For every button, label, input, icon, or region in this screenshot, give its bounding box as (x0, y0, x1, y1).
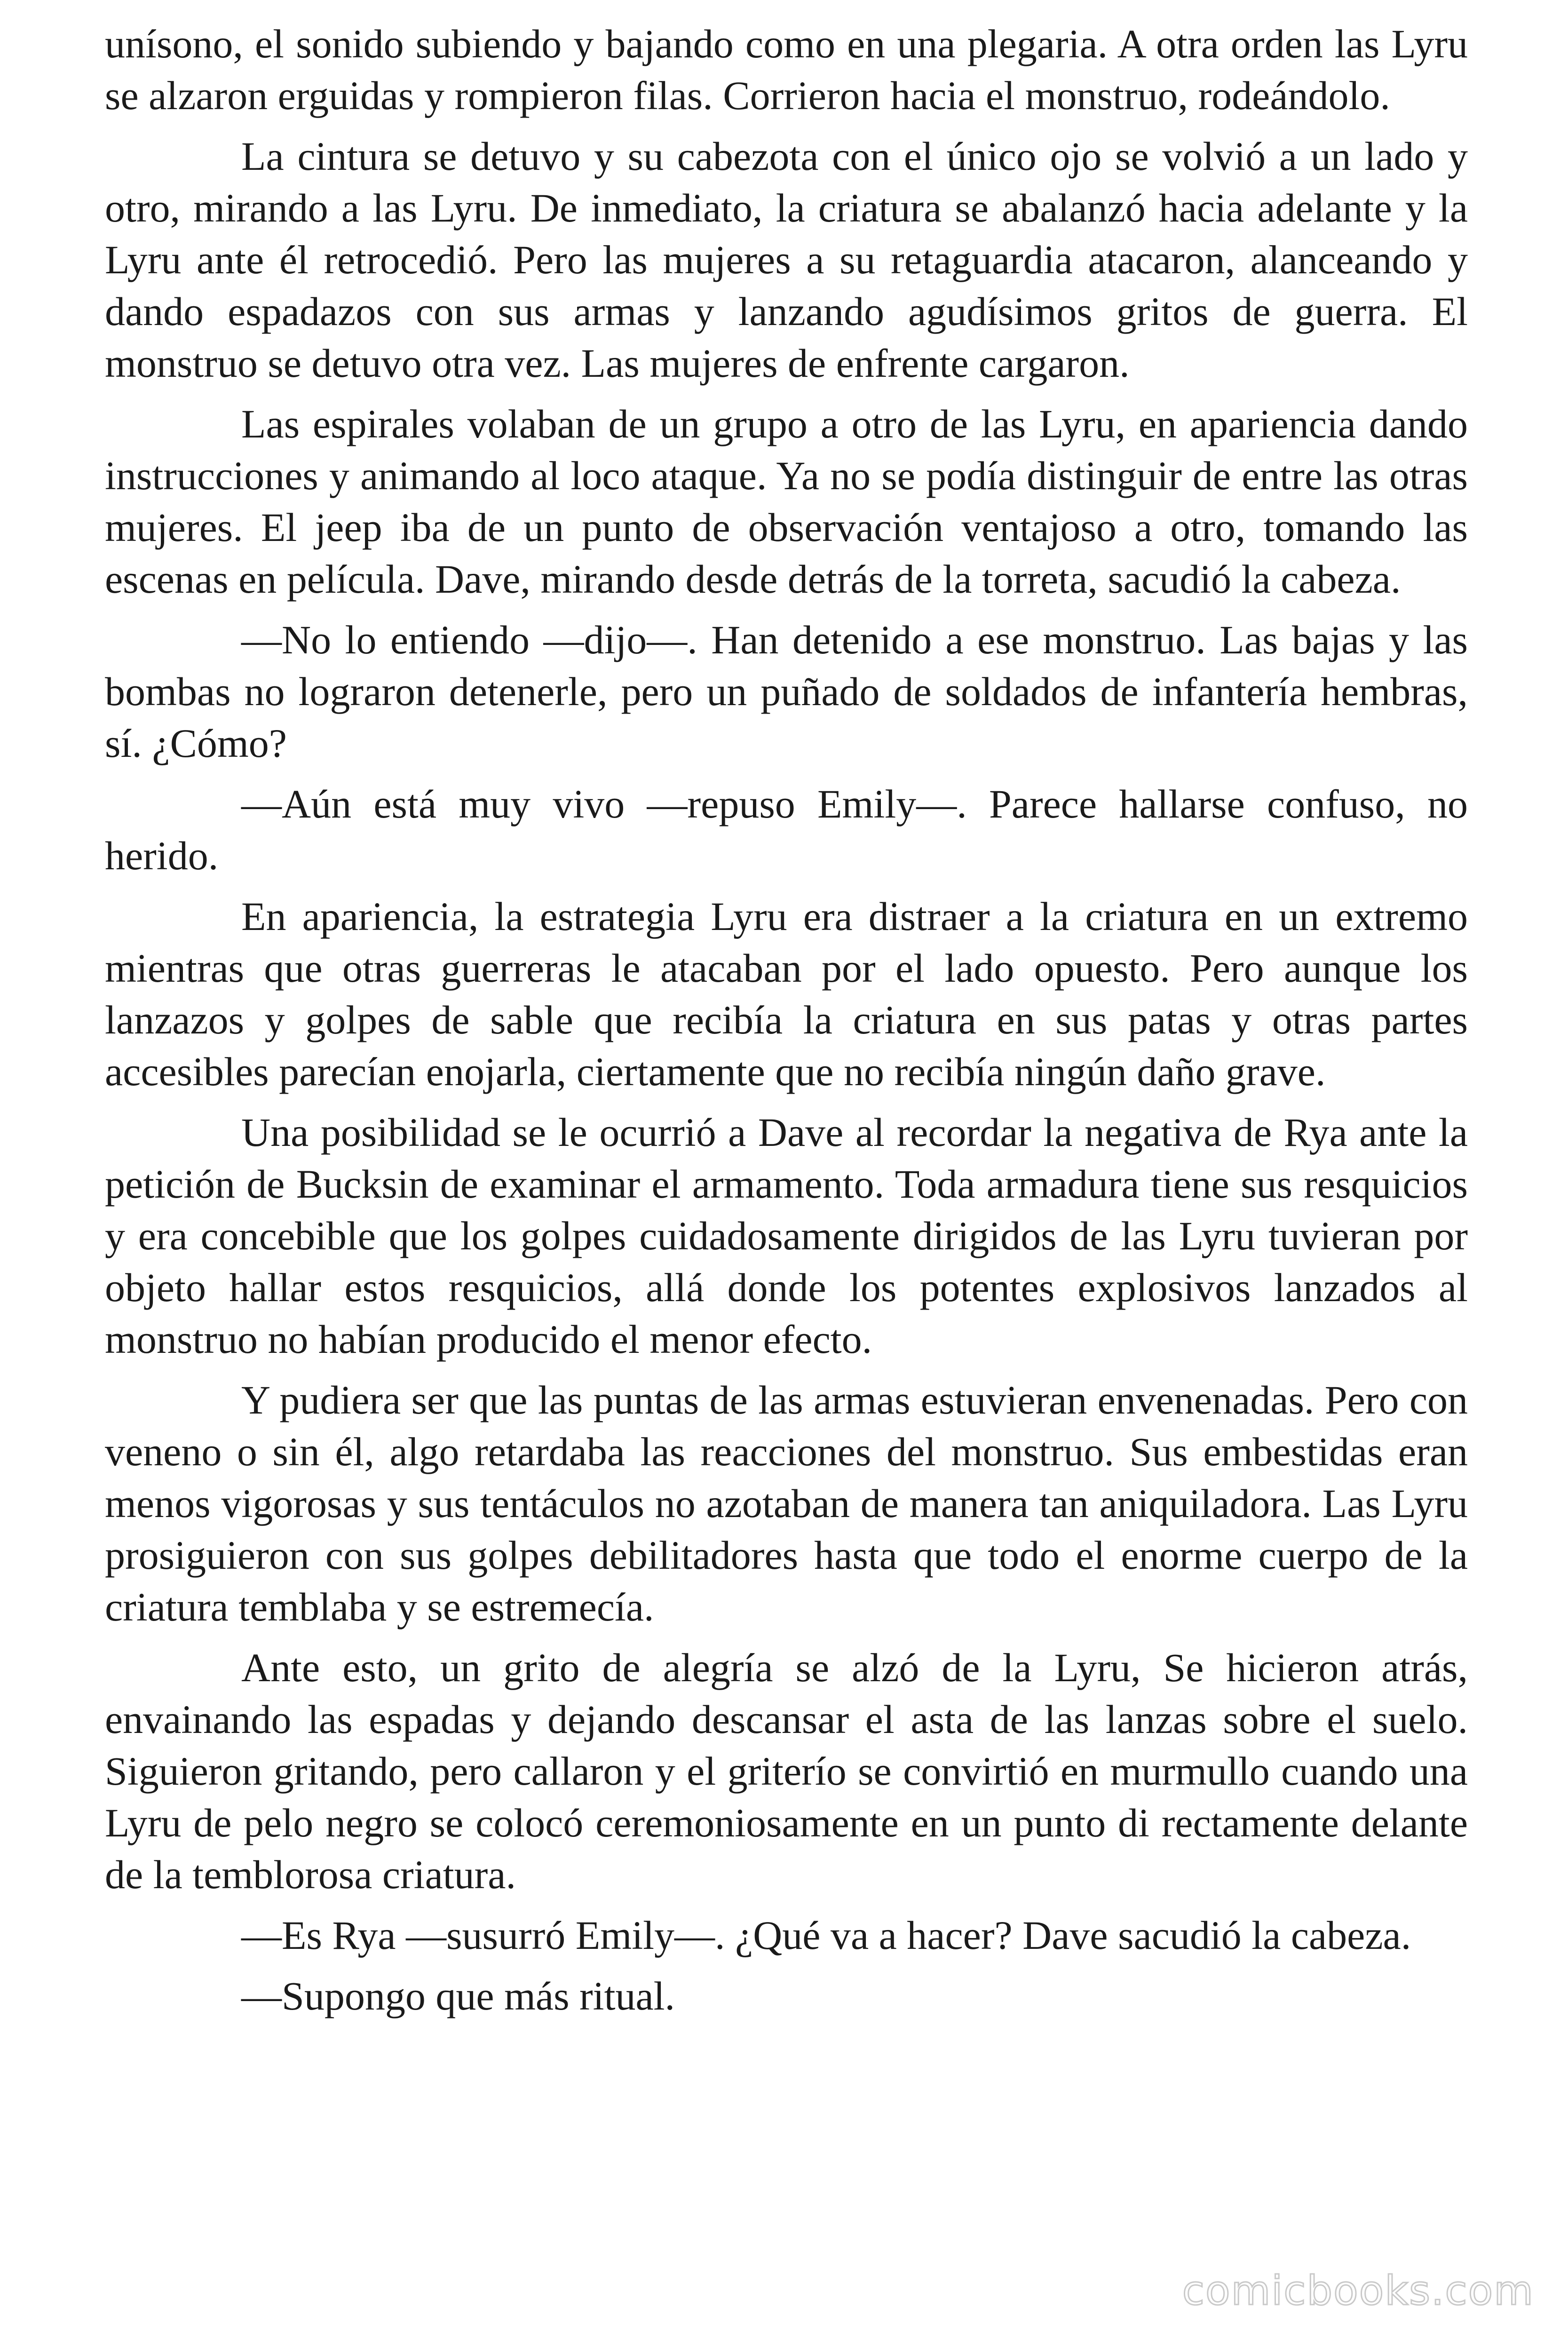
paragraph-11-dialogue: —Supongo que más ritual. (241, 1973, 675, 2018)
book-page-text (105, 18, 1468, 2031)
paragraph-5-dialogue: —Aún está muy vivo —repuso Emily—. Parece hallarse confuso, no herido. (105, 781, 1468, 878)
paragraph-10-dialogue: —Es Rya —susurró Emily—. ¿Qué va a hacer? Dave sacudió la cabeza. (241, 1913, 1411, 1958)
paragraph-2: La cintura se detuvo y su cabezota con el único ojo se volvió a un lado y otro, mirando a las Lyru. De inmediato, la criatura se abalanzó hacia adelante y la Lyru ante él retrocedió. Pero las mujeres a su retaguardia atacaron, alanceando y dando espadazos con sus armas y lanzando agudísimos gritos de guerra. El monstruo se detuvo otra vez. Las mujeres de enfrente cargaron. (105, 134, 1468, 386)
paragraph-3: Las espirales volaban de un grupo a otro de las Lyru, en apariencia dando instrucciones y animando al loco ataque. Ya no se podía distinguir de entre las otras mujeres. El jeep iba de un punto de observación ventajoso a otro, tomando las escenas en película. Dave, mirando desde detrás de la torreta, sacudió la cabeza. (105, 401, 1468, 602)
paragraph-6: En apariencia, la estrategia Lyru era distraer a la criatura en un extremo mientras que otras guerreras le atacaban por el lado opuesto. Pero aunque los lanzazos y golpes de sable que recibía la criatura en sus patas y otras partes accesibles parecían enojarla, ciertamente que no recibía ningún daño grave. (105, 894, 1468, 1094)
paragraph-7: Una posibilidad se le ocurrió a Dave al recordar la negativa de Rya ante la petición de Bucksin de examinar el armamento. Toda armadura tiene sus resquicios y era concebible que los golpes cuidadosamente dirigidos de las Lyru tuvieran por objeto hallar estos resquicios, allá donde los potentes explosivos lanzados al monstruo no habían producido el menor efecto. (105, 1110, 1468, 1362)
paragraph-4-dialogue: —No lo entiendo —dijo—. Han detenido a ese monstruo. Las bajas y las bombas no lograron detenerle, pero un puñado de soldados de infantería hembras, sí. ¿Cómo? (105, 617, 1468, 766)
paragraph-1: unísono, el sonido subiendo y bajando como en una plegaria. A otra orden las Lyru se alzaron erguidas y rompieron filas. Corrieron hacia el monstruo, rodeándolo. (105, 21, 1468, 118)
watermark-text: comicbooks.com (1182, 2267, 1534, 2314)
paragraph-9: Ante esto, un grito de alegría se alzó de la Lyru, Se hicieron atrás, envainando las espadas y dejando descansar el asta de las lanzas sobre el suelo. Siguieron gritando, pero callaron y el griterío se convirtió en murmullo cuando una Lyru de pelo negro se colocó ceremoniosamente en un punto di rectamente delante de la temblorosa criatura. (105, 1645, 1468, 1897)
paragraph-8: Y pudiera ser que las puntas de las armas estuvieran envenenadas. Pero con veneno o sin él, algo retardaba las reacciones del monstruo. Sus embestidas eran menos vigorosas y sus tentáculos no azotaban de manera tan aniquiladora. Las Lyru prosiguieron con sus golpes debilitadores hasta que todo el enorme cuerpo de la criatura temblaba y se estremecía. (105, 1377, 1468, 1629)
